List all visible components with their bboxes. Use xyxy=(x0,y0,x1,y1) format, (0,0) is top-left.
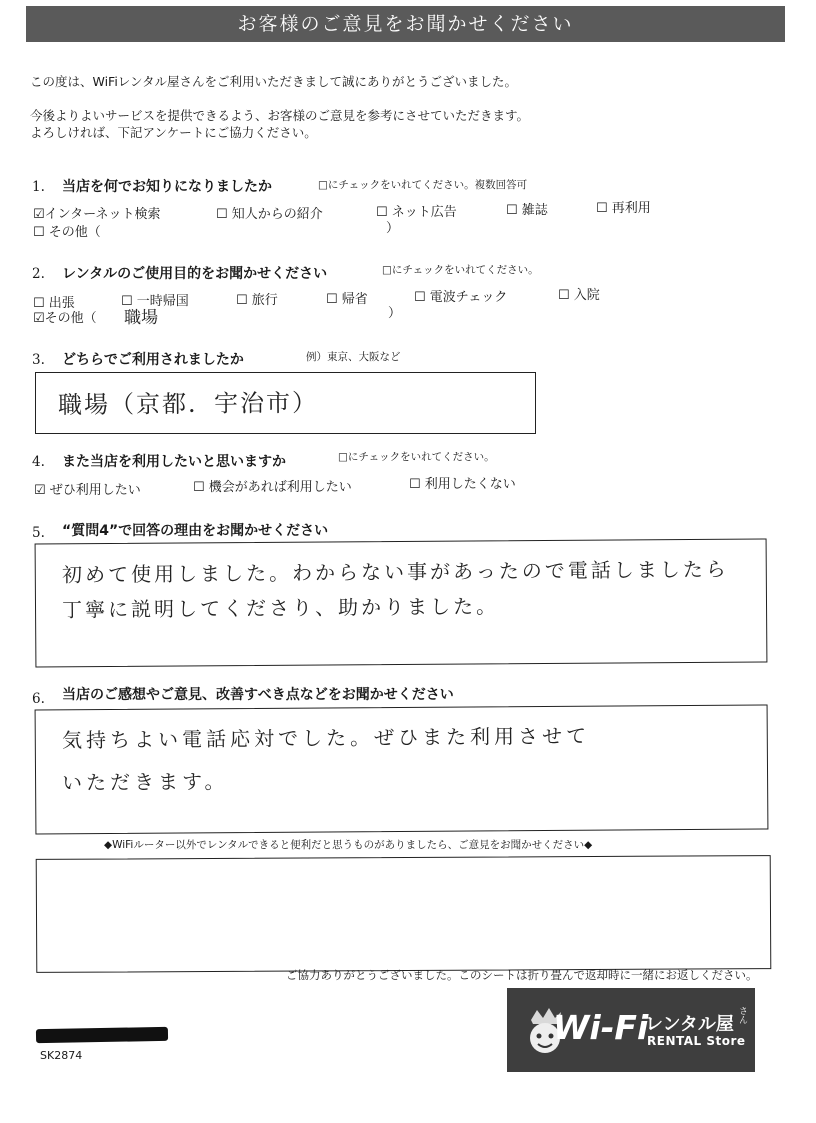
q2-other-handwritten: 職場 xyxy=(123,307,159,329)
q2-note: □にチェックをいれてください。 xyxy=(382,264,539,276)
q2-number: 2. xyxy=(32,266,45,282)
q3-note: 例）東京、大阪など xyxy=(306,351,401,363)
checkbox-icon[interactable]: ☐ xyxy=(506,203,518,218)
checkbox-icon[interactable]: ☐ xyxy=(558,288,570,303)
q4-question: また当店を利用したいと思いますか xyxy=(62,454,286,470)
checkbox-icon[interactable]: ☐ xyxy=(596,201,608,216)
q6-handwritten-line-2: いただきます。 xyxy=(61,769,229,795)
q5-handwritten-line-2: 丁寧に説明してくださり、助かりました。 xyxy=(61,594,500,622)
q4-note: □にチェックをいれてください。 xyxy=(338,451,495,463)
q5-handwritten-line-1: 初めて使用しました。わからない事があったので電話しましたら xyxy=(61,557,729,587)
q2-option-other[interactable]: ☑その他（ xyxy=(33,311,97,326)
checkbox-icon[interactable]: ☐ xyxy=(414,290,426,305)
logo-rental-text: レンタル屋 xyxy=(645,1014,734,1035)
intro-line-1: この度は、WiFiレンタル屋さんをご利用いただきまして誠にありがとうございました。 xyxy=(30,74,518,89)
checkbox-icon[interactable]: ☐ xyxy=(409,477,421,492)
checkbox-icon[interactable]: ☐ xyxy=(236,293,248,308)
checkbox-icon[interactable]: ☐ xyxy=(33,296,45,311)
redacted-id xyxy=(36,1027,168,1043)
q5-number: 5. xyxy=(32,525,45,541)
checked-checkbox-icon[interactable]: ☑ xyxy=(33,207,45,222)
checked-checkbox-icon[interactable]: ☑ xyxy=(33,311,45,326)
q1-option-internet[interactable]: ☑インターネット検索 xyxy=(33,207,161,222)
q4-option-maybe[interactable]: ☐ 機会があれば利用したい xyxy=(193,480,352,495)
q1-close-paren: ） xyxy=(386,221,400,236)
q2-close-paren: ） xyxy=(388,306,402,321)
q6-question: 当店のご感想やご意見、改善すべき点などをお聞かせください xyxy=(62,687,454,703)
q2-option-return-home[interactable]: ☐ 帰省 xyxy=(326,292,368,307)
checkbox-icon[interactable]: ☐ xyxy=(216,207,228,222)
q2-option-hospital[interactable]: ☐ 入院 xyxy=(558,288,600,303)
q1-number: 1. xyxy=(32,179,45,195)
q3-handwritten-answer: 職場（京都．宇治市） xyxy=(57,388,319,420)
q1-note: □にチェックをいれてください。複数回答可 xyxy=(318,179,528,191)
logo-san-text: さん xyxy=(737,1006,747,1024)
footer-thanks: ご協力ありがとうございました。このシートは折り畳んで返却時に一緒にお返しください。 xyxy=(286,968,758,982)
sheet-code: SK2874 xyxy=(40,1049,83,1062)
logo-store-text: RENTAL Store xyxy=(647,1034,746,1048)
q5-question: “質問4”で回答の理由をお聞かせください xyxy=(62,523,329,539)
q2-option-homecoming[interactable]: ☐ 一時帰国 xyxy=(121,294,189,309)
q4-number: 4. xyxy=(32,454,45,470)
logo-wifi-text: Wi-Fi xyxy=(553,1008,649,1047)
q1-option-other[interactable]: ☐ その他（ xyxy=(33,225,101,240)
q1-question: 当店を何でお知りになりましたか xyxy=(62,179,272,195)
intro-line-2: 今後よりよいサービスを提供できるよう、お客様のご意見を参考にさせていただきます。 xyxy=(30,108,530,123)
q1-option-reuse[interactable]: ☐ 再利用 xyxy=(596,201,651,216)
checkbox-icon[interactable]: ☐ xyxy=(193,480,205,495)
q2-option-travel[interactable]: ☐ 旅行 xyxy=(236,293,278,308)
checkbox-icon[interactable]: ☐ xyxy=(376,205,388,220)
q6-number: 6. xyxy=(32,691,45,707)
brand-logo xyxy=(507,988,755,1072)
q3-question: どちらでご利用されましたか xyxy=(62,352,244,368)
extra-answer-box[interactable] xyxy=(36,855,772,973)
q2-option-signal-check[interactable]: ☐ 電波チェック xyxy=(414,290,508,305)
page-title: お客様のご意見をお聞かせください xyxy=(237,13,574,35)
q4-option-no[interactable]: ☐ 利用したくない xyxy=(409,477,516,492)
extra-request-label: ◆WiFiルーター以外でレンタルできると便利だと思うものがありましたら、ご意見をお聞かせください◆ xyxy=(104,839,593,851)
q2-option-business[interactable]: ☐ 出張 xyxy=(33,296,75,311)
checkbox-icon[interactable]: ☐ xyxy=(326,292,338,307)
q3-number: 3. xyxy=(32,352,45,368)
intro-line-3: よろしければ、下記アンケートにご協力ください。 xyxy=(30,125,317,140)
checkbox-icon[interactable]: ☐ xyxy=(33,225,45,240)
checkbox-icon[interactable]: ☐ xyxy=(121,294,133,309)
checked-checkbox-icon[interactable]: ☑ xyxy=(34,483,46,498)
q4-option-definitely[interactable]: ☑ ぜひ利用したい xyxy=(34,483,141,498)
q1-option-magazine[interactable]: ☐ 雑誌 xyxy=(506,203,548,218)
q1-option-referral[interactable]: ☐ 知人からの紹介 xyxy=(216,207,323,222)
q2-question: レンタルのご使用目的をお聞かせください xyxy=(62,266,328,282)
q1-option-net-ad[interactable]: ☐ ネット広告 xyxy=(376,205,457,220)
q6-handwritten-line-1: 気持ちよい電話応対でした。ぜひまた利用させて xyxy=(61,723,591,753)
